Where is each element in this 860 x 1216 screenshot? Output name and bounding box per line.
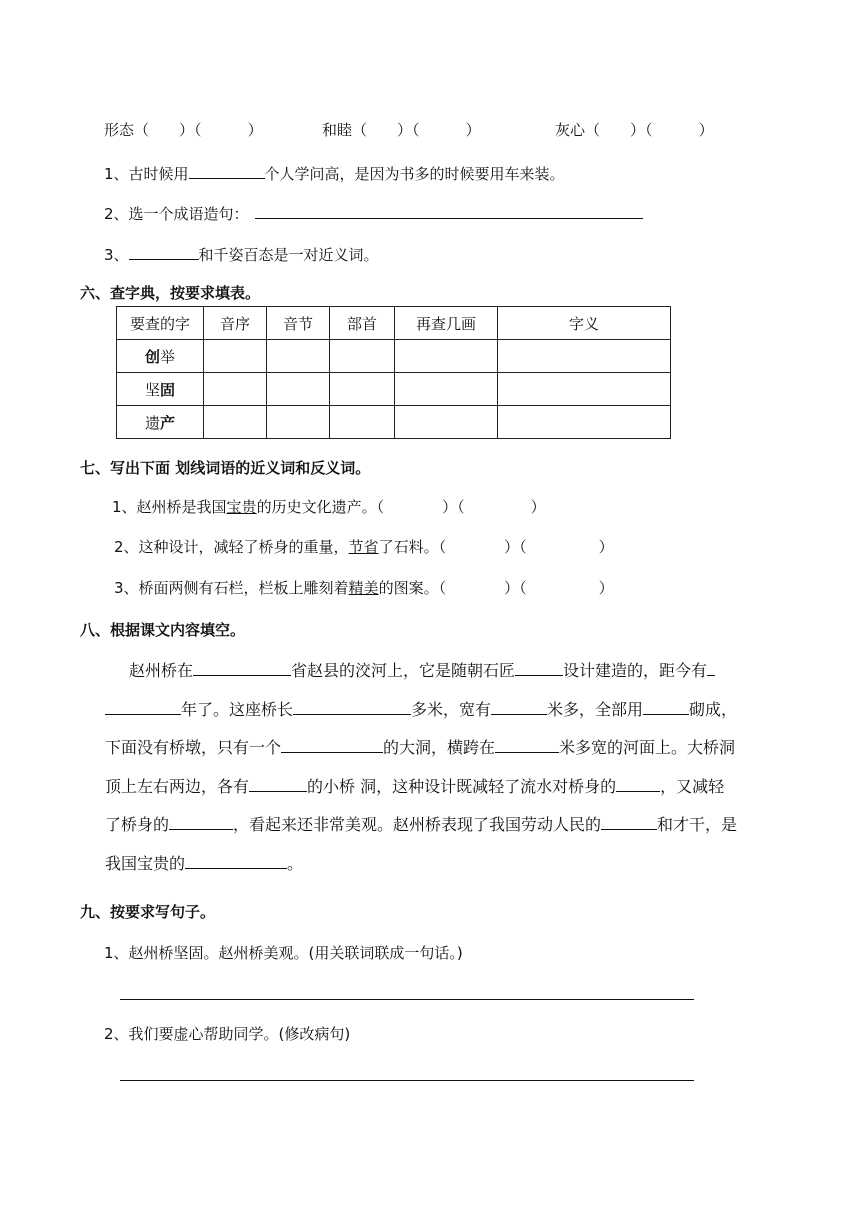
section-6-heading: 六、查字典，按要求填表。 bbox=[80, 284, 261, 302]
table-header: 音序 bbox=[204, 307, 267, 340]
word-hemu: 和睦 bbox=[322, 121, 353, 139]
blank[interactable] bbox=[491, 698, 547, 715]
blank[interactable] bbox=[249, 775, 307, 792]
blank[interactable] bbox=[293, 698, 411, 715]
blank[interactable] bbox=[255, 202, 643, 219]
synonym-item-1: 1、赵州桥是我国宝贵的历史文化遗产。（ ）（ ） bbox=[112, 498, 546, 516]
word-xingtai: 形态 bbox=[104, 121, 135, 139]
paren-row-3: 灰心（ ）（ ） bbox=[555, 121, 714, 139]
question-2: 2、选一个成语造句： bbox=[104, 202, 643, 224]
table-cell[interactable] bbox=[204, 373, 267, 406]
section-8-heading: 八、根据课文内容填空。 bbox=[80, 621, 246, 639]
table-cell-word: 创举 bbox=[117, 340, 204, 373]
blank[interactable] bbox=[129, 243, 199, 260]
table-cell[interactable] bbox=[395, 373, 498, 406]
blank[interactable] bbox=[105, 698, 181, 715]
blank[interactable] bbox=[495, 736, 559, 753]
table-cell[interactable] bbox=[267, 340, 330, 373]
synonym-item-3: 3、桥面两侧有石栏，栏板上雕刻着精美的图案。（ ）（ ） bbox=[114, 579, 614, 597]
blank[interactable] bbox=[601, 813, 657, 830]
table-cell[interactable] bbox=[395, 406, 498, 439]
blank[interactable] bbox=[169, 813, 233, 830]
blank[interactable] bbox=[515, 659, 563, 676]
dictionary-table bbox=[116, 306, 671, 439]
question-3: 3、 和千姿百态是一对近义词。 bbox=[104, 243, 379, 265]
table-cell[interactable] bbox=[330, 373, 395, 406]
table-header: 音节 bbox=[267, 307, 330, 340]
fill-in-paragraph: 赵州桥在 省赵县的洨河上，它是随朝石匠 设计建造的，距今有 年了。这座桥长 多米，宽有 米多，全部用 砌成， 下面没有桥墩，只有一个 的大洞，横跨在 米多宽的河面上。大桥洞 顶上左右两边，各有 的小桥 洞，这种设计既减轻了流水对桥身的 ，又减轻 了桥身的 ，看起来还非常美观。赵州桥表现了我国劳动人民的 和才干，是 我国宝贵的 。 bbox=[105, 661, 738, 873]
question-1: 1、古时候用 个人学问高，是因为书多的时候要用车来装。 bbox=[104, 162, 565, 184]
table-cell[interactable] bbox=[498, 373, 671, 406]
table-header: 要查的字 bbox=[117, 307, 204, 340]
blank[interactable] bbox=[185, 852, 287, 869]
answer-line-2[interactable] bbox=[120, 1080, 694, 1081]
table-cell[interactable] bbox=[330, 406, 395, 439]
blank[interactable] bbox=[193, 659, 291, 676]
table-header: 再查几画 bbox=[395, 307, 498, 340]
table-row bbox=[117, 373, 671, 406]
sentence-task-1: 1、赵州桥坚固。赵州桥美观。(用关联词联成一句话。) bbox=[104, 944, 463, 962]
blank[interactable] bbox=[643, 698, 689, 715]
table-cell[interactable] bbox=[395, 340, 498, 373]
sentence-task-2: 2、我们要虚心帮助同学。(修改病句) bbox=[104, 1025, 351, 1043]
table-cell-word: 遗产 bbox=[117, 406, 204, 439]
section-9-heading: 九、按要求写句子。 bbox=[80, 903, 216, 921]
table-cell[interactable] bbox=[204, 406, 267, 439]
blank[interactable] bbox=[707, 659, 715, 676]
table-cell-word: 坚固 bbox=[117, 373, 204, 406]
table-cell[interactable] bbox=[267, 373, 330, 406]
answer-line-1[interactable] bbox=[120, 999, 694, 1000]
table-cell[interactable] bbox=[498, 406, 671, 439]
table-cell[interactable] bbox=[267, 406, 330, 439]
section-7-heading: 七、写出下面 划线词语的近义词和反义词。 bbox=[80, 459, 371, 477]
table-header: 字义 bbox=[498, 307, 671, 340]
table-row bbox=[117, 406, 671, 439]
table-cell[interactable] bbox=[204, 340, 267, 373]
word-huixin: 灰心 bbox=[555, 121, 586, 139]
blank[interactable] bbox=[281, 736, 383, 753]
table-cell[interactable] bbox=[498, 340, 671, 373]
blank[interactable] bbox=[189, 162, 265, 179]
blank[interactable] bbox=[616, 775, 660, 792]
paren-row: 形态（ ）（ ） bbox=[104, 121, 263, 139]
table-header-row bbox=[117, 307, 671, 340]
paren-row-2: 和睦（ ）（ ） bbox=[322, 121, 481, 139]
synonym-item-2: 2、这种设计，减轻了桥身的重量，节省了石料。（ ）（ ） bbox=[114, 538, 614, 556]
table-header: 部首 bbox=[330, 307, 395, 340]
table-row bbox=[117, 340, 671, 373]
table-cell[interactable] bbox=[330, 340, 395, 373]
